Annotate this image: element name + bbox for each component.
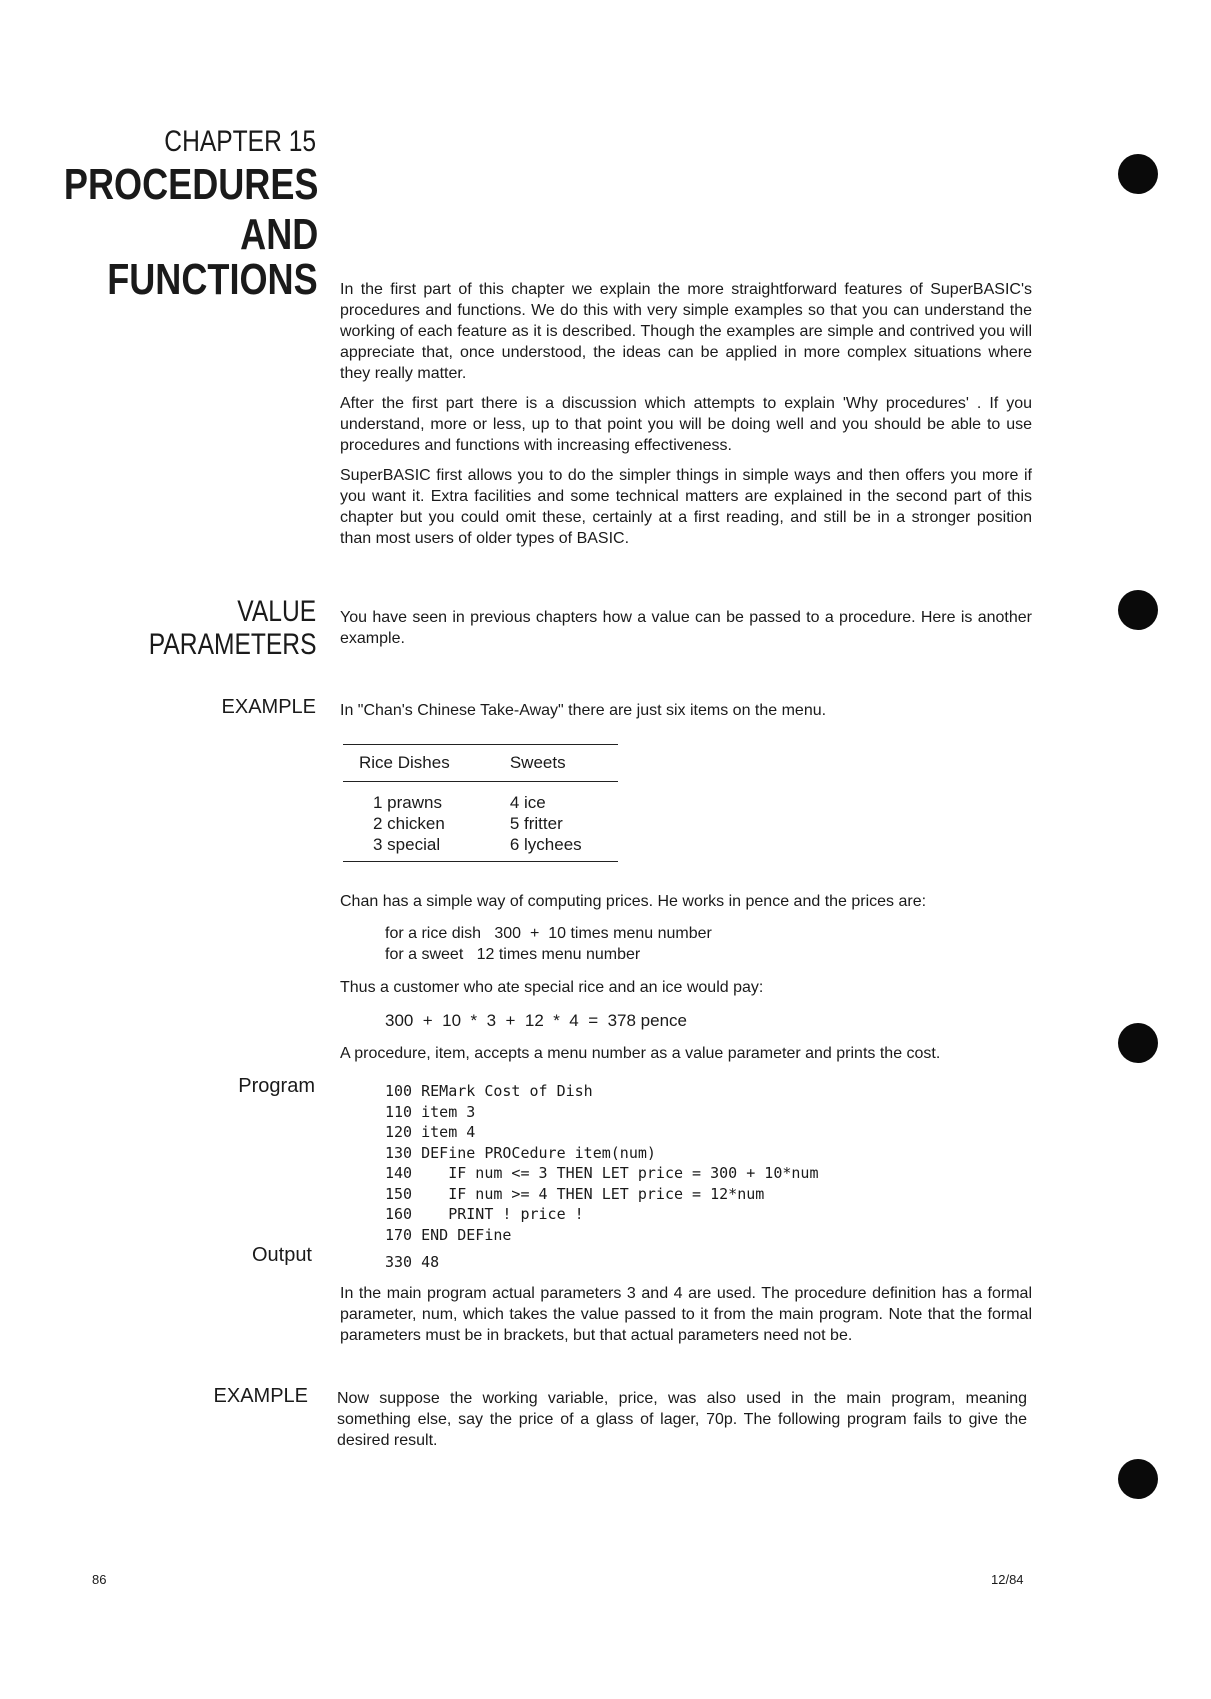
intro-paragraph-2: After the first part there is a discussion which attempts to explain 'Why procedures' . If you understand, more or less, up to that point you will be doing well and you should be able to use procedures and functions with increasing effectiveness. xyxy=(340,395,1032,454)
pricing-rule-rice: for a rice dish 300 + 10 times menu number xyxy=(385,925,712,942)
code-line: 130 DEFine PROCedure item(num) xyxy=(385,1143,656,1162)
output-explanation xyxy=(340,1283,1032,1355)
code-line: 160 PRINT ! price ! xyxy=(385,1205,584,1223)
menu-cell: 3 special xyxy=(343,834,494,862)
menu-cell: 5 fritter xyxy=(509,814,563,833)
program-label: Program xyxy=(238,1075,315,1097)
pricing-intro: Chan has a simple way of computing prices. He works in pence and the prices are: xyxy=(340,893,927,910)
value-parameters-heading-line-1: VALUE xyxy=(237,595,316,628)
binder-hole-icon xyxy=(1118,590,1158,630)
menu-header-sweets: Sweets xyxy=(494,745,618,782)
code-line: 140 IF num <= 3 THEN LET price = 300 + 10*num xyxy=(385,1164,819,1182)
chapter-title-line-1: PROCEDURES xyxy=(63,160,318,209)
chapter-title-line-2: AND xyxy=(239,210,318,259)
pricing-thus: Thus a customer who ate special rice and an ice would pay: xyxy=(340,979,764,996)
menu-table xyxy=(343,744,618,862)
output-value: 330 48 xyxy=(385,1253,440,1271)
menu-cell: 2 chicken xyxy=(373,814,445,833)
pricing-rule-sweet: for a sweet 12 times menu number xyxy=(385,946,641,963)
value-parameters-paragraph: You have seen in previous chapters how a value can be passed to a procedure. Here is another example. xyxy=(340,609,1032,647)
table-row xyxy=(343,782,618,814)
output-label: Output xyxy=(251,1244,312,1266)
code-line: 110 item 3 xyxy=(385,1102,476,1121)
chapter-label: CHAPTER 15 xyxy=(164,125,316,158)
menu-table-header-row xyxy=(343,745,618,782)
page-number: 86 xyxy=(92,1572,107,1587)
binder-hole-icon xyxy=(1118,154,1158,194)
code-line: 120 item 4 xyxy=(385,1123,476,1141)
table-row xyxy=(343,813,618,834)
intro-text xyxy=(340,279,1032,558)
menu-cell: 1 prawns xyxy=(373,793,442,812)
program-listing xyxy=(385,1081,818,1245)
binder-hole-icon xyxy=(1118,1459,1158,1499)
value-parameters-heading-line-2: PARAMETERS xyxy=(148,628,316,661)
example-label-2: EXAMPLE xyxy=(213,1385,308,1407)
code-line: 100 REMark Cost of Dish xyxy=(385,1082,593,1100)
example-2-text xyxy=(337,1388,1027,1460)
output-explanation-paragraph: In the main program actual parameters 3 and 4 are used. The procedure definition has a formal parameter, num, which takes the value passed to it from the main program. Note that the formal parameters must be in brackets, but that actual parameters need not be. xyxy=(340,1285,1032,1344)
example-1-paragraph: In "Chan's Chinese Take-Away" there are just six items on the menu. xyxy=(340,702,827,719)
example-1-text xyxy=(340,700,1032,730)
value-parameters-text xyxy=(340,607,1032,658)
binder-hole-icon xyxy=(1118,1023,1158,1063)
intro-paragraph-3: SuperBASIC first allows you to do the simpler things in simple ways and then offers you more if you want it. Extra facilities and some technical matters are explained in the second part of this chapter but you could omit these, certainly at a first reading, and still be in a stronger position than most users of older types of BASIC. xyxy=(340,467,1032,547)
code-line: 150 IF num >= 4 THEN LET price = 12*num xyxy=(385,1184,765,1203)
example-label-1: EXAMPLE xyxy=(221,696,316,718)
intro-paragraph-1: In the first part of this chapter we explain the more straightforward features of SuperBASIC's procedures and functions. We do this with very simple examples so that you can understand the working of each feature as it is described. Though the examples are simple and contrived you will appreciate that, once understood, the ideas can be applied in more complex situations where they really matter. xyxy=(340,281,1032,382)
table-row xyxy=(343,834,618,862)
code-line: 170 END DEFine xyxy=(385,1225,512,1244)
print-date: 12/84 xyxy=(991,1572,1024,1587)
menu-cell: 4 ice xyxy=(509,793,546,812)
pricing-formula: 300 + 10 * 3 + 12 * 4 = 378 pence xyxy=(385,1011,687,1030)
menu-header-rice-dishes: Rice Dishes xyxy=(343,745,494,782)
chapter-title-line-3: FUNCTIONS xyxy=(107,255,318,304)
procedure-description: A procedure, item, accepts a menu number as a value parameter and prints the cost. xyxy=(340,1045,941,1062)
example-2-paragraph: Now suppose the working variable, price, was also used in the main program, meaning something else, say the price of a glass of lager, 70p. The following program fails to give the desired result. xyxy=(337,1390,1027,1449)
menu-cell: 6 lychees xyxy=(494,834,618,862)
